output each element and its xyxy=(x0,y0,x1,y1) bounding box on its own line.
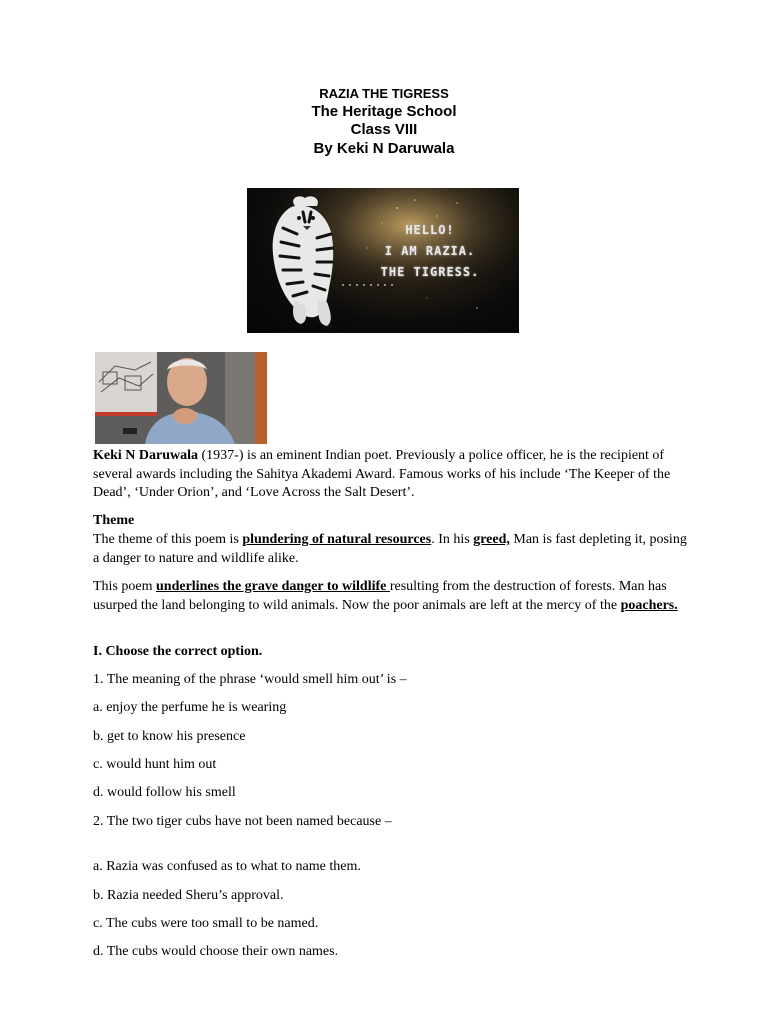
theme-emphasis: plundering of natural resources xyxy=(242,532,432,547)
option-1d: d. would follow his smell xyxy=(93,785,236,800)
theme-text: . In his xyxy=(431,532,474,547)
theme-emphasis: greed, xyxy=(473,532,510,547)
theme-paragraph xyxy=(93,531,693,568)
author-bio xyxy=(93,447,693,503)
theme-text: The theme of this poem is xyxy=(93,532,243,547)
banner-caption xyxy=(355,220,505,283)
author-line: By Keki N Daruwala xyxy=(313,140,455,157)
option-2c: c. The cubs were too small to be named. xyxy=(93,916,319,931)
author-name: Keki N Daruwala xyxy=(93,448,198,463)
author-portrait-icon xyxy=(95,352,267,444)
author-photo xyxy=(95,352,267,444)
option-2b: b. Razia needed Sheru’s approval. xyxy=(93,888,284,903)
danger-emphasis: poachers. xyxy=(620,597,678,613)
question-1: 1. The meaning of the phrase ‘would smell him out’ is – xyxy=(93,672,407,687)
danger-emphasis: underlines the grave danger to wildlife xyxy=(156,579,390,594)
danger-text: This poem xyxy=(93,579,156,594)
bio-text: (1937-) is an eminent Indian poet. Previously a police officer, he is the recipient of several awards including the Sahitya Akademi Award. Famous works of his include ‘The Keeper of the Dead’, ‘Under Orion’, and ‘Love Across the Salt Desert’. xyxy=(93,448,671,500)
school-name: The Heritage School xyxy=(311,103,457,120)
page-title: RAZIA THE TIGRESS xyxy=(319,86,449,101)
banner-line-1: HELLO! xyxy=(405,223,455,237)
banner-image xyxy=(247,188,519,333)
danger-paragraph xyxy=(93,578,693,615)
option-2d: d. The cubs would choose their own names. xyxy=(93,944,339,959)
option-1b: b. get to know his presence xyxy=(93,729,246,744)
theme-text: Man is fast depleting it, posing a danger to nature and wildlife alike. xyxy=(93,532,687,566)
option-1c: c. would hunt him out xyxy=(93,757,217,772)
section-heading: I. Choose the correct option. xyxy=(93,644,263,659)
banner-line-3: THE TIGRESS. xyxy=(380,265,480,279)
option-2a: a. Razia was confused as to what to name them. xyxy=(93,859,361,874)
danger-text: resulting from the destruction of forests. Man has usurped the land belonging to wild animals. Now the poor animals are left at the mercy of the xyxy=(93,579,667,613)
option-1a: a. enjoy the perfume he is wearing xyxy=(93,700,287,715)
banner-line-2: I AM RAZIA. xyxy=(384,244,476,258)
class-name: Class VIII xyxy=(350,121,418,138)
theme-heading: Theme xyxy=(93,513,135,528)
question-2: 2. The two tiger cubs have not been named because – xyxy=(93,814,392,829)
